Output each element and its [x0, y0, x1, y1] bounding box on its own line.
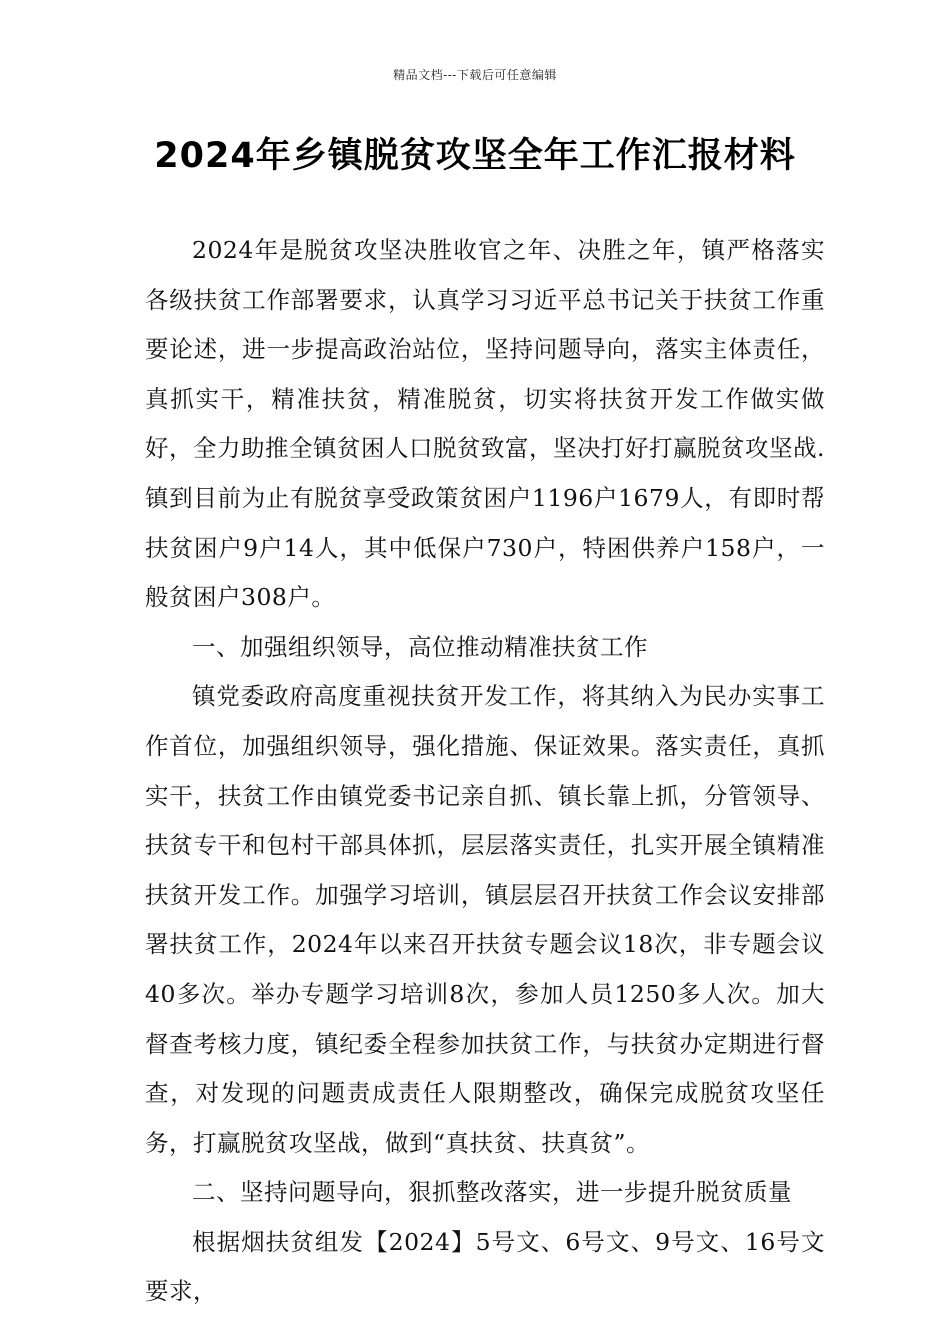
- paragraph-section-2: 根据烟扶贫组发【2024】5号文、6号文、9号文、16号文要求，: [145, 1227, 825, 1306]
- section-heading-2: 二、坚持问题导向，狠抓整改落实，进一步提升脱贫质量: [192, 1178, 792, 1207]
- document-body: [145, 226, 825, 1317]
- paragraph-intro: 2024年是脱贫攻坚决胜收官之年、决胜之年，镇严格落实各级扶贫工作部署要求，认真学习习近平总书记关于扶贫工作重要论述，进一步提高政治站位，坚持问题导向，落实主体责任，真抓实干，精准扶贫，精准脱贫，切实将扶贫开发工作做实做好，全力助推全镇贫困人口脱贫致富，坚决打好打赢脱贫攻坚战.镇到目前为止有脱贫享受政策贫困户1196户1679人，有即时帮扶贫困户9户14人，其中低保户730户，特困供养户158户，一般贫困户308户。: [145, 236, 825, 612]
- section-heading-1: 一、加强组织领导，高位推动精准扶贫工作: [192, 632, 648, 661]
- document-title: 2024年乡镇脱贫攻坚全年工作汇报材料: [154, 136, 796, 176]
- paragraph-section-1: 镇党委政府高度重视扶贫开发工作，将其纳入为民办实事工作首位，加强组织领导，强化措施、保证效果。落实责任，真抓实干，扶贫工作由镇党委书记亲自抓、镇长靠上抓，分管领导、扶贫专干和包村干部具体抓，层层落实责任，扎实开展全镇精准扶贫开发工作。加强学习培训，镇层层召开扶贫工作会议安排部署扶贫工作，2024年以来召开扶贫专题会议18次，非专题会议40多次。举办专题学习培训8次，参加人员1250多人次。加大督查考核力度，镇纪委全程参加扶贫工作，与扶贫办定期进行督查，对发现的问题责成责任人限期整改，确保完成脱贫攻坚任务，打赢脱贫攻坚战，做到“真扶贫、扶真贫”。: [145, 682, 825, 1157]
- header-note: 精品文档---下载后可任意编辑: [393, 68, 557, 82]
